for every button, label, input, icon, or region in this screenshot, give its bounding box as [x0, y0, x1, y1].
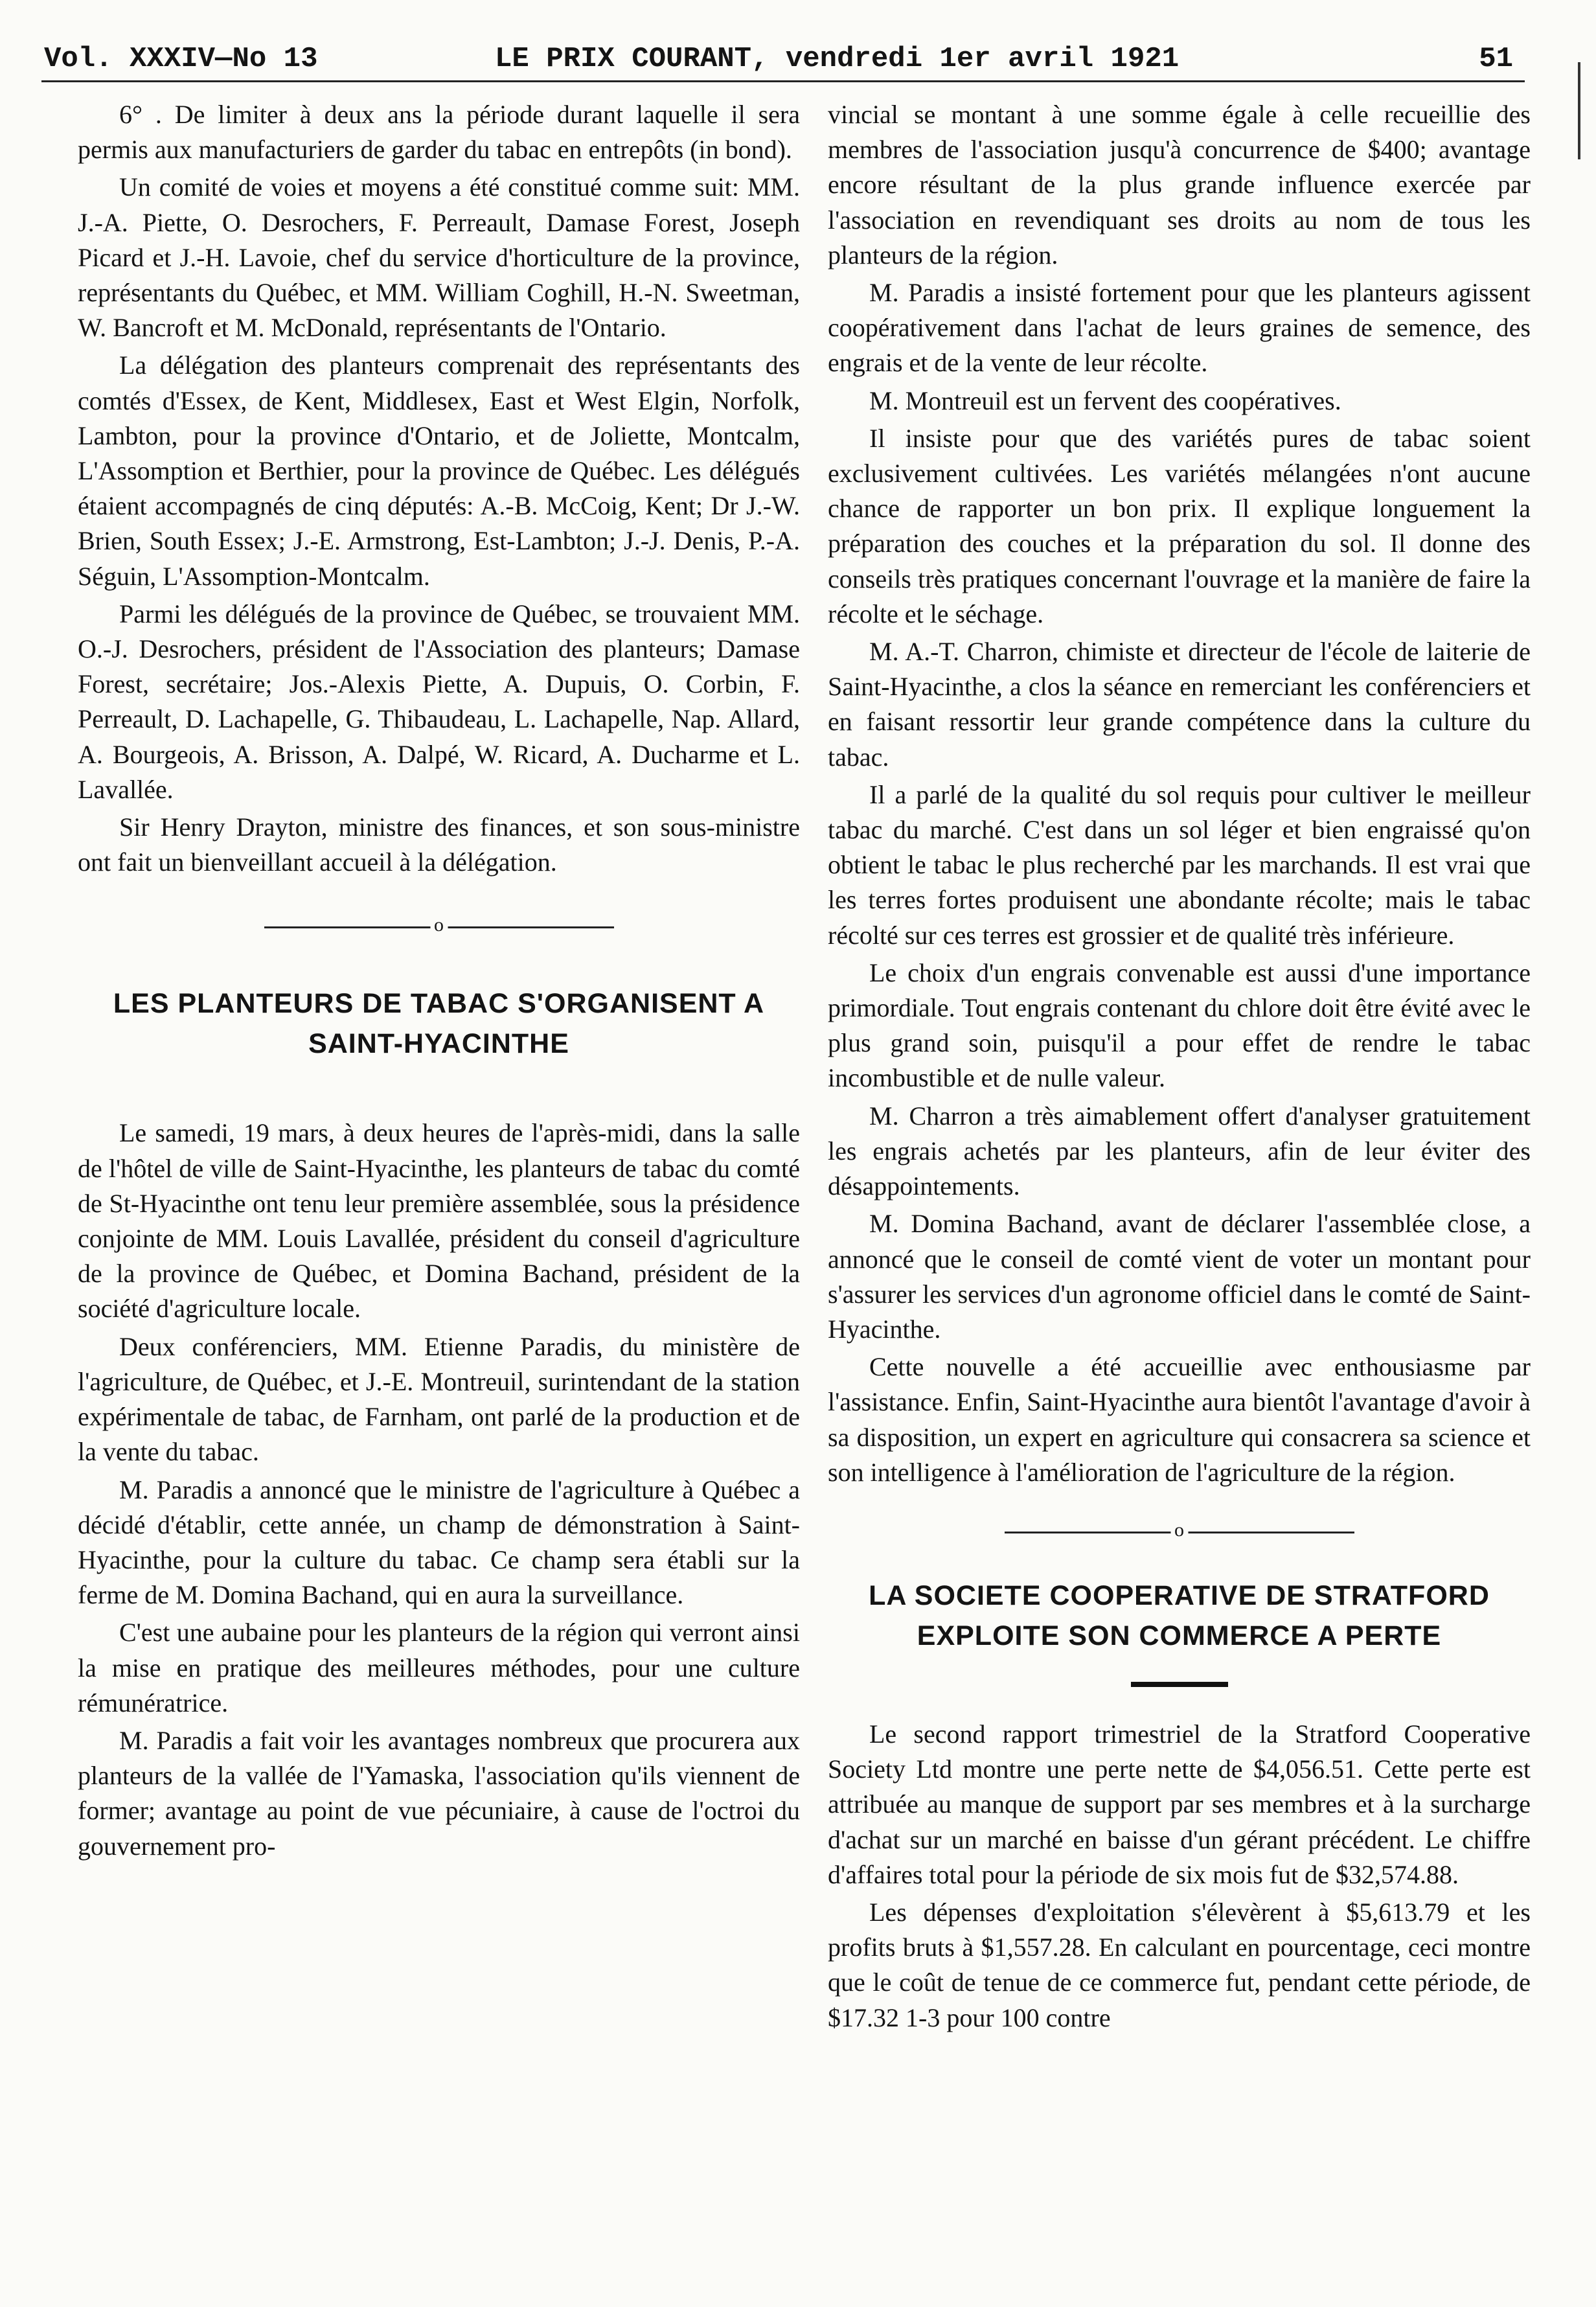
- page-header: [41, 36, 1525, 82]
- paragraph: M. Montreuil est un fervent des coopératives.: [869, 385, 1341, 415]
- left-column: [78, 97, 800, 2281]
- separator-mark: o: [430, 914, 448, 936]
- paragraph: Le choix d'un engrais convenable est aussi d'une importance primordiale. Tout engrais contenant du chlore doit être évité avec le plus grand soin, puisqu'il a pour effet de rendre le tabac incombustible et de nulle valeur.: [828, 958, 1531, 1093]
- paragraph: Il a parlé de la qualité du sol requis pour cultiver le meilleur tabac du marché. C'est dans un sol léger et bien engraissé qu'on obtient le tabac le plus recherché par les marchands. Il est vrai que les terres fortes produisent une abondante récolte; mais le tabac récolté sur ces terres est grossier et de qualité très inférieure.: [828, 779, 1531, 950]
- article-title: LES PLANTEURS DE TABAC S'ORGANISENT A SAINT-HYACINTHE: [113, 988, 765, 1060]
- right-column: [828, 97, 1531, 2281]
- separator-mark: o: [1170, 1519, 1188, 1541]
- title-rule: [1131, 1682, 1228, 1687]
- paragraph: M. Domina Bachand, avant de déclarer l'assemblée close, a annoncé que le conseil de comté vient de voter un montant pour s'assurer les services d'un agronome officiel dans le comté de Saint-Hyacinthe.: [828, 1209, 1531, 1344]
- article-title: LA SOCIETE COOPERATIVE DE STRATFORD EXPLOITE SON COMMERCE A PERTE: [869, 1579, 1490, 1651]
- paragraph: M. Paradis a insisté fortement pour que les planteurs agissent coopérativement dans l'achat de leurs graines de semence, des engrais et de la vente de leur récolte.: [828, 278, 1531, 378]
- paragraph: M. Paradis a fait voir les avantages nombreux que procurera aux planteurs de la vallée de l'Yamaska, l'association qu'ils viennent de former; avantage au point de vue pécuniaire, à cause de l'octroi du gouvernement pro-: [78, 1725, 800, 1861]
- paragraph: M. Paradis a annoncé que le ministre de l'agriculture à Québec a décidé d'établir, cette année, un champ de démonstration à Saint-Hyacinthe, pour la culture du tabac. Ce champ sera établi sur la ferme de M. Domina Bachand, qui en aura la surveillance.: [78, 1475, 800, 1610]
- paragraph: M. Charron a très aimablement offert d'analyser gratuitement les engrais achetés par les planteurs, afin de leur éviter des désappointements.: [828, 1101, 1531, 1201]
- paragraph: Sir Henry Drayton, ministre des finances, et son sous-ministre ont fait un bienveillant accueil à la délégation.: [78, 812, 800, 877]
- page-number: 51: [1479, 43, 1513, 75]
- volume-number: Vol. XXXIV—No 13: [44, 43, 318, 75]
- section-separator: [828, 1513, 1531, 1552]
- paragraph: 6° . De limiter à deux ans la période durant laquelle il sera permis aux manufacturiers de garder du tabac en entrepôts (in bond).: [78, 100, 800, 165]
- paragraph: Le second rapport trimestriel de la Stratford Cooperative Society Ltd montre une perte nette de $4,056.51. Cette perte est attribuée au manque de support par ses membres et à la surcharge d'achat sur un marché en baisse d'un gérant précédent. Le chiffre d'affaires total pour la période de six mois fut de $32,574.88.: [828, 1719, 1531, 1889]
- margin-rule: [1578, 62, 1580, 159]
- paragraph: vincial se montant à une somme égale à celle recueillie des membres de l'association jusqu'à concurrence de $400; avantage encore résultant de la plus grande influence exercée par l'association en revendiquant ses droits au nom de tous les planteurs de la région.: [828, 100, 1531, 270]
- publication-title-date: LE PRIX COURANT, vendredi 1er avril 1921: [495, 43, 1180, 75]
- paragraph: Deux conférenciers, MM. Etienne Paradis, du ministère de l'agriculture, de Québec, et J.-E. Montreuil, surintendant de la station expérimentale de tabac, de Farnham, ont parlé de la production et de la vente du tabac.: [78, 1331, 800, 1467]
- section-separator: [78, 908, 800, 947]
- paragraph: Parmi les délégués de la province de Québec, se trouvaient MM. O.-J. Desrochers, président de l'Association des planteurs; Damase Forest, secrétaire; Jos.-Alexis Piette, A. Dupuis, O. Corbin, F. Perreault, D. Lachapelle, G. Thibaudeau, L. Lachapelle, Nap. Allard, A. Bourgeois, A. Brisson, A. Dalpé, W. Ricard, A. Ducharme et L. Lavallée.: [78, 599, 800, 804]
- paragraph: Il insiste pour que des variétés pures de tabac soient exclusivement cultivées. Les variétés mélangées n'ont aucune chance de rapporter un bon prix. Il explique longuement la préparation des couches et la préparation du sol. Il donne des conseils très pratiques concernant l'ouvrage et la manière de faire la récolte et le séchage.: [828, 423, 1531, 628]
- paragraph: C'est une aubaine pour les planteurs de la région qui verront ainsi la mise en pratique des meilleures méthodes, pour une culture rémunératrice.: [78, 1618, 800, 1717]
- paragraph: Le samedi, 19 mars, à deux heures de l'après-midi, dans la salle de l'hôtel de ville de Saint-Hyacinthe, les planteurs de tabac du comté de St-Hyacinthe ont tenu leur première assemblée, sous la présidence conjointe de MM. Louis Lavallée, président du conseil d'agriculture de la province de Québec, et Domina Bachand, président de la société d'agriculture locale.: [78, 1118, 800, 1324]
- paragraph: La délégation des planteurs comprenait des représentants des comtés d'Essex, de Kent, Middlesex, East et West Elgin, Norfolk, Lambton, pour la province d'Ontario, et de Joliette, Montcalm, L'Assomption et Berthier, pour la province de Québec. Les délégués étaient accompagnés de cinq députés: A.-B. McCoig, Kent; Dr J.-W. Brien, South Essex; J.-E. Armstrong, Est-Lambton; J.-J. Denis, P.-A. Séguin, L'Assomption-Montcalm.: [78, 350, 800, 591]
- paragraph: Un comité de voies et moyens a été constitué comme suit: MM. J.-A. Piette, O. Desrochers, F. Perreault, Damase Forest, Joseph Picard et J.-H. Lavoie, chef du service d'horticulture de la province, représentants du Québec, et MM. William Coghill, H.-N. Sweetman, W. Bancroft et M. McDonald, représentants de l'Ontario.: [78, 172, 800, 343]
- paragraph: M. A.-T. Charron, chimiste et directeur de l'école de laiterie de Saint-Hyacinthe, a clos la séance en remerciant les conférenciers et en faisant ressortir leur grande compétence dans la culture du tabac.: [828, 637, 1531, 772]
- paragraph: Cette nouvelle a été accueillie avec enthousiasme par l'assistance. Enfin, Saint-Hyacinthe aura bientôt l'avantage d'avoir à sa disposition, un expert en agriculture qui consacrera sa science et son intelligence à l'amélioration de l'agriculture de la région.: [828, 1352, 1531, 1487]
- paragraph: Les dépenses d'exploitation s'élevèrent à $5,613.79 et les profits bruts à $1,557.28. En calculant en pourcentage, ceci montre que le coût de tenue de ce commerce fut, pendant cette période, de $17.32 1-3 pour 100 contre: [828, 1897, 1531, 2032]
